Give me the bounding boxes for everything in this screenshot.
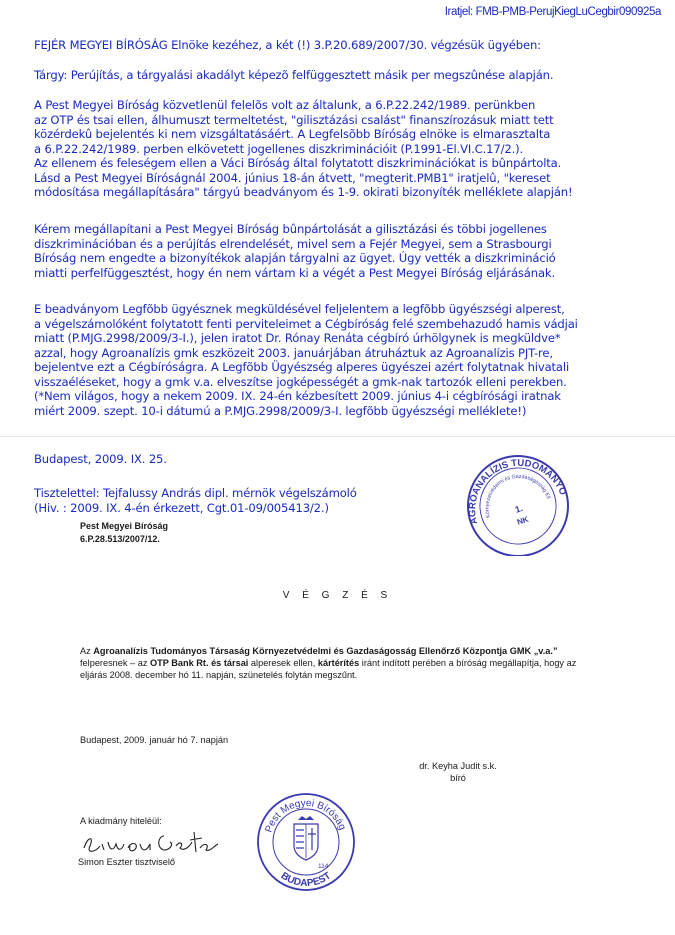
court-seal — [254, 790, 358, 899]
plaintiff-name: Agroanalízis Tudományos Társaság Környezetvédelmi és Gazdaságosság Ellenőrző Központja GMK „v.a.” — [93, 646, 558, 656]
p1-line: a 6.P.22.242/1989. perben elkövetett jogellenes diszkriminációit (P.1991-El.VI.C.17/2.). — [34, 141, 524, 156]
defendant-name: OTP Bank Rt. és társai — [149, 658, 249, 668]
paragraph-2 — [34, 222, 664, 280]
judge-name: dr. Keyha Judit s.k. — [419, 761, 497, 771]
seal-number: 114 — [318, 863, 329, 870]
signature-line: (Hiv. : 2009. IX. 4-én érkezett, Cgt.01-09/005413/2.) — [34, 500, 329, 515]
clerk-name: Simon Eszter tisztviselő — [78, 857, 176, 867]
ruling-text-part: felperesnek – az — [80, 658, 150, 668]
case-number: 6.P.28.513/2007/12. — [80, 534, 160, 544]
ruling-date: Budapest, 2009. január hó 7. napján — [80, 735, 229, 745]
p1-line: A Pest Megyei Bíróság közvetlenül felelõs volt az általunk, a 6.P.22.242/1989. perünkben — [34, 98, 536, 112]
document-reference-id: Iratjel: FMB-PMB-PerujKiegLuCegbir090925a — [444, 6, 661, 18]
paragraph-1 — [34, 98, 664, 200]
ruling-text — [80, 645, 595, 681]
p3-line: a végelszámolóként folytatott fenti perviteleimet a Cégbíróság felé szembehazudó hamis vádjai — [34, 316, 578, 331]
p1-line: módosítása megállapítására" tárgyú beadványom és 1-9. okirati bizonyíték melléklete alapján! — [34, 185, 573, 199]
company-stamp — [458, 448, 578, 561]
p1-line: Az ellenem és feleségem ellen a Váci Bíróság által folytatott diszkriminációkat is bûnpártolta. — [34, 156, 562, 170]
p1-line: közérdekû bejelentés ki nem vizsgáltatásáért. A Legfelsõbb Bíróság elnöke is elmarasztalta — [34, 127, 551, 141]
addressee-line: FEJÉR MEGYEI BÍRÓSÁG Elnöke kezéhez, a két (!) 3.P.20.689/2007/30. végzésük ügyében: — [34, 38, 541, 52]
p1-line: Lásd a Pest Megyei Bíróságnál 2004. június 18-án átvett, "megterit.PMB1" iratjelû, "kereset — [34, 170, 551, 185]
p3-line: bejelentve ezt a Cégbíróságra. A Legfõbb Ügyészség alperes ügyészei azért folytatnak hivatali — [34, 360, 570, 374]
ruling-text-part: Az — [80, 646, 94, 656]
p3-line: E beadványom Legfõbb ügyésznek megküldésével feljelentem a legfõbb ügyészségi alperest, — [34, 302, 565, 316]
p3-line: visszaéléseket, hogy a gmk v.a. elveszítse jogképességét a gmk-nak tartozók elleni perekben. — [34, 374, 567, 389]
p1-line: az OTP és tsai ellen, álhumuszt termeltetést, "gilisztázási csalást" finanszírozásuk miatt tett — [34, 112, 554, 127]
stamp-code: NK — [515, 514, 530, 527]
judge-block — [403, 760, 513, 784]
ruling-text-part: iránt indított perében a bíróság megállapítja, hogy az eljárás 2008. december hó 11. napján, szünetelés folytán megszűnt. — [80, 658, 577, 680]
p3-line: miért 2009. szept. 10-i dátumú a P.MJG.2998/2009/3-I. legfõbb ügyészségi melléklete!) — [34, 403, 527, 418]
coat-of-arms-icon — [294, 816, 318, 860]
page-divider — [0, 436, 675, 437]
court-header — [80, 520, 168, 546]
subject-line: Tárgy: Perújítás, a tárgyalási akadályt képezõ felfüggesztett másik per megszûnése alapján. — [34, 68, 554, 82]
seal-top-text: Pest Megyei Bíróság — [263, 797, 348, 835]
p2-line: Bíróság nem engedte a bizonyítékok alapján tárgyalni az ügyet. Úgy vették a diszkrimináció — [34, 251, 556, 265]
judge-title: bíró — [450, 773, 466, 783]
p3-line: (*Nem világos, hogy a nekem 2009. IX. 24-én kézbesített 2009. június 4-i cégbírósági iratnak — [34, 389, 561, 403]
seal-bottom-text: BUDAPEST — [278, 870, 334, 890]
signature-line: Tisztelettel: Tejfalussy András dipl. mérnök végelszámoló — [34, 486, 357, 500]
stamp-outer-text: AGROANALÍZIS TUDOMÁNYOS — [467, 457, 569, 526]
p2-line: Kérem megállapítani a Pest Megyei Bíróság bûnpártolását a gilisztázási és többi jogellenes — [34, 222, 547, 236]
stamp-inner-text: Környezetvédelmi és Gazdaságosság Ellenőrző — [484, 473, 552, 519]
letter-date: Budapest, 2009. IX. 25. — [34, 452, 167, 466]
paragraph-3 — [34, 302, 664, 418]
p3-line: miatt (P.MJG.2998/2009/3-I.), jelen iratot Dr. Rónay Renáta cégbíró úrhölgynek is megküldve* — [34, 331, 561, 345]
p2-line: diszkriminációban és a perújítás elrendelését, mivel sem a Fejér Megyei, sem a Strasbourgi — [34, 236, 552, 251]
letter-signature — [34, 486, 357, 515]
authentication-label: A kiadmány hiteléül: — [80, 816, 162, 826]
claim-type: kártérítés — [317, 658, 360, 668]
document-heading: V É G Z É S — [282, 590, 393, 601]
court-name: Pest Megyei Bíróság — [80, 521, 169, 531]
ruling-text-part: alperesek ellen, — [248, 658, 318, 668]
stamp-number: 1. — [513, 502, 525, 515]
p2-line: miatti perfelfüggesztést, hogy én nem vártam ki a végét a Pest Megyei Bíróság eljárásának. — [34, 265, 556, 280]
p3-line: azzal, hogy Agroanalízis gmk eszközeit 2003. januárjában átruháztuk az Agroanalízis PJT-re, — [34, 345, 553, 360]
